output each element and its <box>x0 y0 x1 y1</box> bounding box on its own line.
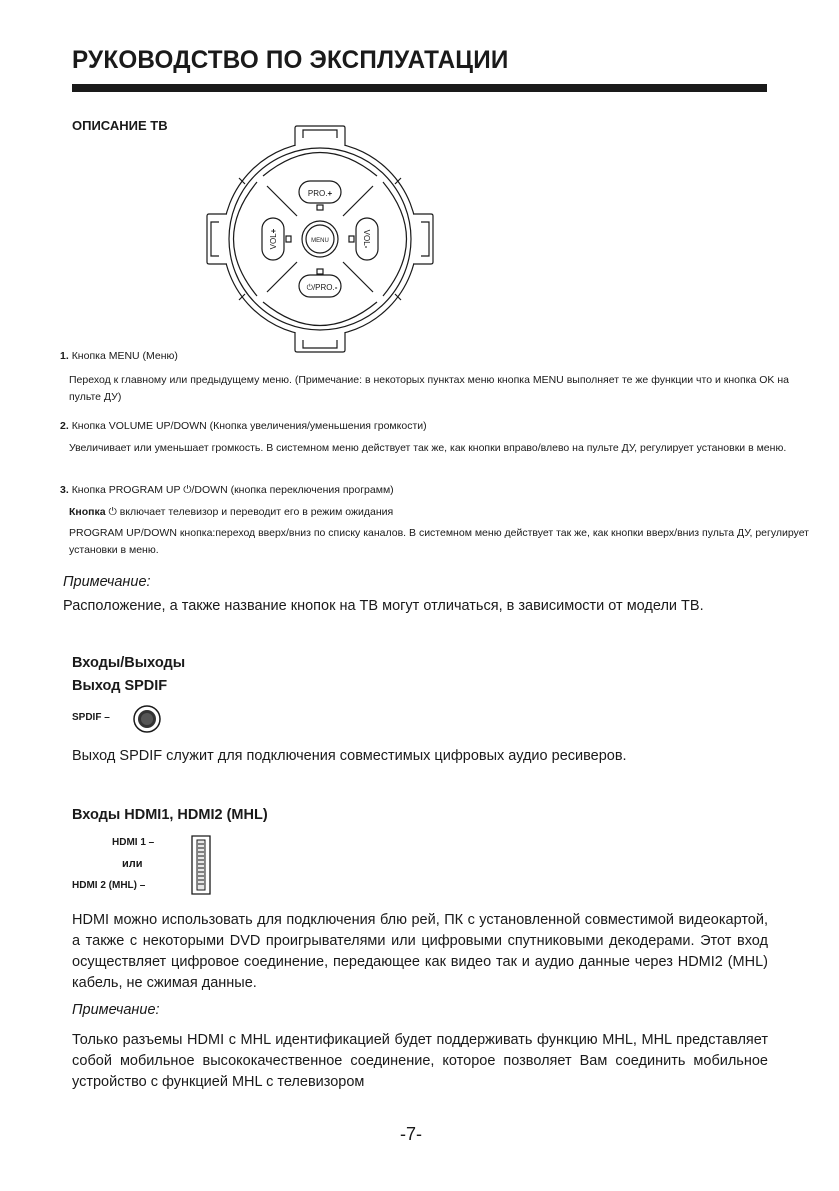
hdmi-note-label: Примечание: <box>72 1002 160 1018</box>
io-heading: Входы/Выходы <box>72 655 186 671</box>
item-3-title: 3. Кнопка PROGRAM UP ⏻/DOWN (кнопка переключения программ) <box>60 484 394 496</box>
item-2-description: Увеличивает или уменьшает громкость. В системном меню действует так же, как кнопки вправо/влево на пульте ДУ, регулирует установки в меню. <box>69 442 787 454</box>
hdmi2-label: HDMI 2 (MHL) – <box>72 880 146 891</box>
hdmi-note-text: Только разъемы HDMI с MHL идентификацией будет поддерживать функцию MHL, MHL представляет собой мобильное высококачественное соединение, которое позволяет Вам соединить мобильное устройство с функцией MHL с телевизором <box>72 1032 768 1090</box>
item-1-description: Переход к главному или предыдущему меню. (Примечание: в некоторых пунктах меню кнопка MENU выполняет те же функции что и кнопка OK на пульте ДУ) <box>69 374 789 403</box>
pro-down-label: ⏻/PRO.- <box>306 283 338 292</box>
spdif-heading: Выход SPDIF <box>72 678 168 694</box>
pro-up-label: PRO.+ <box>307 189 333 198</box>
note-text: Расположение, а также название кнопок на ТВ могут отличаться, в зависимости от модели ТВ. <box>63 598 704 614</box>
item-1-title: 1. Кнопка MENU (Меню) <box>60 350 178 362</box>
spdif-port-label: SPDIF – <box>72 712 110 723</box>
vol-up-label: VOL+ <box>269 228 278 250</box>
power-icon: ⏻ <box>183 484 192 496</box>
vol-down-label: VOL- <box>362 229 371 249</box>
page-title: РУКОВОДСТВО ПО ЭКСПЛУАТАЦИИ <box>72 46 509 74</box>
item-2-title: 2. Кнопка VOLUME UP/DOWN (Кнопка увеличения/уменьшения громкости) <box>60 420 427 432</box>
spdif-port-icon <box>132 704 162 734</box>
hdmi-heading: Входы HDMI1, HDMI2 (MHL) <box>72 807 268 823</box>
title-rule <box>72 84 767 92</box>
note-label: Примечание: <box>63 574 151 590</box>
item-3-description: PROGRAM UP/DOWN кнопка:переход вверх/вниз по списку каналов. В системном меню действует так же, как кнопки вверх/вниз пульта ДУ, регулирует установки в меню. <box>69 527 809 556</box>
page-number: -7- <box>400 1124 422 1144</box>
hdmi-or-label: или <box>122 858 143 870</box>
tv-control-panel-diagram <box>205 124 435 354</box>
hdmi1-label: HDMI 1 – <box>112 837 155 848</box>
hdmi-port-icon <box>190 834 212 896</box>
menu-label: MENU <box>311 238 329 244</box>
spdif-description: Выход SPDIF служит для подключения совместимых цифровых аудио ресиверов. <box>72 748 627 764</box>
power-icon: ⏻ <box>108 506 117 518</box>
hdmi-description: HDMI можно использовать для подключения блю рей, ПК с установленной совместимой видеокартой, а также с некоторыми DVD проигрывателями или цифровыми спутниковыми декодерами. Этот вход осуществляет цифровое соединение, передающее как видео так и аудио данные через HDMI2 (MHL) кабель, не сжимая данные. <box>72 912 768 991</box>
item-3-power-note: Кнопка ⏻ включает телевизор и переводит его в режим ожидания <box>69 506 394 518</box>
tv-description-heading: ОПИСАНИЕ ТВ <box>72 118 168 133</box>
